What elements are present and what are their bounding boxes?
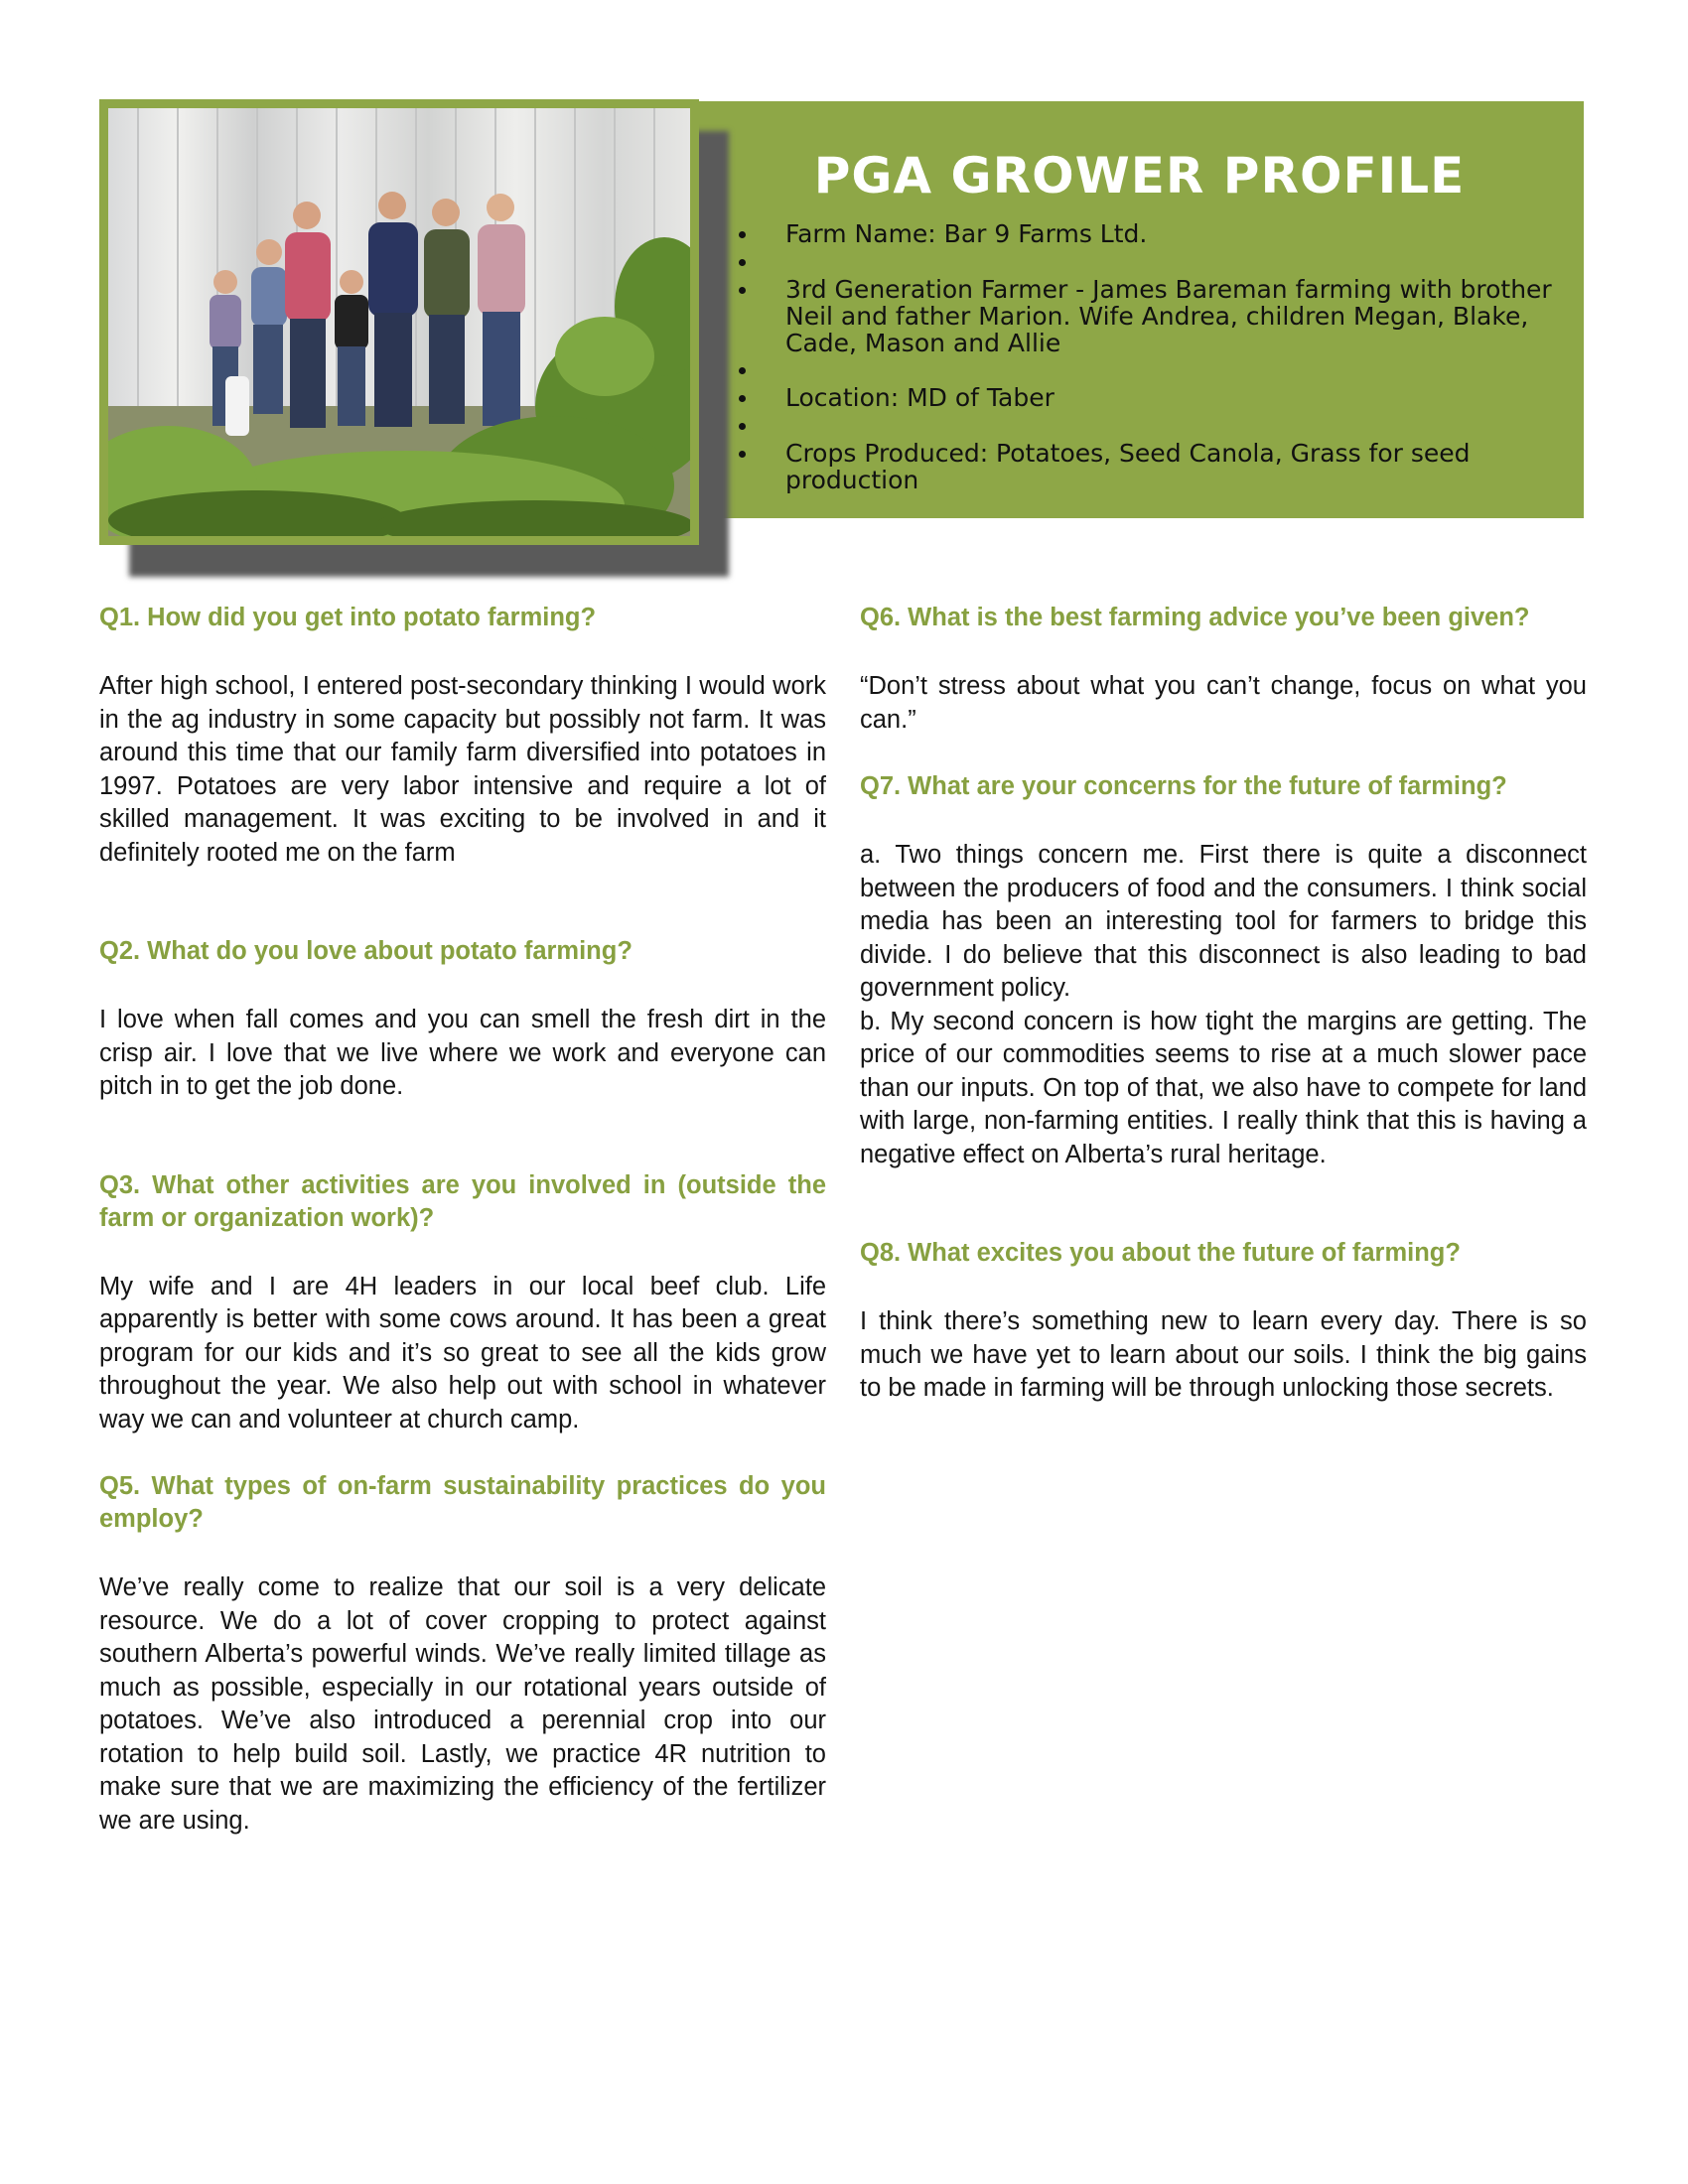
answer-q5: We’ve really come to realize that our soil is a very delicate resource. We do a lot of cover cropping to protect against southern Alberta’s powerful winds. We’ve really limited tillage as much as possible, especially in our rotational years outside of potatoes. We’ve also introduced a perennial crop into our rotation to help build soil. Lastly, we practice 4R nutrition to make sure that we are maximizing the efficiency of the fertilizer we are using. — [99, 1573, 826, 1835]
fact-spacer — [735, 248, 1559, 276]
question-q1: Q1. How did you get into potato farming? — [99, 604, 597, 631]
fact-location: Location: MD of Taber — [735, 384, 1559, 412]
fact-spacer — [735, 412, 1559, 440]
question-q7: Q7. What are your concerns for the future of farming? — [860, 772, 1507, 800]
question-q6: Q6. What is the best farming advice you’ve been given? — [860, 604, 1530, 631]
family-photo-illustration — [108, 108, 690, 536]
question-q5: Q5. What types of on-farm sustainability practices do you employ? — [99, 1472, 826, 1533]
fact-farm-name: Farm Name: Bar 9 Farms Ltd. — [735, 220, 1559, 248]
question-q3: Q3. What other activities are you involved in (outside the farm or organization work)? — [99, 1170, 826, 1232]
right-column — [860, 602, 1587, 1406]
family-photo-image — [108, 108, 690, 536]
left-column — [99, 602, 826, 1838]
family-photo — [99, 99, 699, 545]
answer-q6: “Don’t stress about what you can’t change, focus on what you can.” — [860, 672, 1587, 734]
answer-q7-a: a. Two things concern me. First there is quite a disconnect between the producers of food and the consumers. I think social media has been an interesting tool for farmers to bridge this divide. I do believe that this disconnect is also leading to bad government policy. — [860, 841, 1587, 1002]
answer-q1: After high school, I entered post-secondary thinking I would work in the ag industry in some capacity but possibly not farm. It was around this time that our family farm diversified into potatoes in 1997. Potatoes are very labor intensive and require a lot of skilled management. It was exciting to be involved in and it definitely rooted me on the farm — [99, 672, 826, 867]
page-title: PGA GROWER PROFILE — [813, 147, 1466, 205]
profile-facts — [735, 220, 1559, 493]
fact-spacer — [735, 356, 1559, 384]
answer-q2: I love when fall comes and you can smell the fresh dirt in the crisp air. I love that we live where we work and everyone can pitch in to get the job done. — [99, 1006, 826, 1100]
question-q8: Q8. What excites you about the future of farming? — [860, 1239, 1461, 1267]
fact-crops: Crops Produced: Potatoes, Seed Canola, Grass for seed production — [735, 440, 1559, 493]
answer-q8: I think there’s something new to learn every day. There is so much we have yet to learn about our soils. I think the big gains to be made in farming will be through unlocking those secrets. — [860, 1307, 1587, 1402]
answer-q3: My wife and I are 4H leaders in our local beef club. Life apparently is better with some cows around. It has been a great program for our kids and it’s so great to see all the kids grow throughout the year. We also help out with school in whatever way we can and volunteer at church camp. — [99, 1272, 826, 1433]
question-q2: Q2. What do you love about potato farming? — [99, 937, 633, 965]
fact-generation: 3rd Generation Farmer - James Bareman farming with brother Neil and father Marion. Wife Andrea, children Megan, Blake, Cade, Mason and Allie — [735, 276, 1559, 356]
answer-q7-b: b. My second concern is how tight the margins are getting. The price of our commodities seems to rise at a much slower pace than our inputs. On top of that, we also have to compete for land with large, non-farming entities. I really think that this is having a negative effect on Alberta’s rural heritage. — [860, 1007, 1587, 1168]
